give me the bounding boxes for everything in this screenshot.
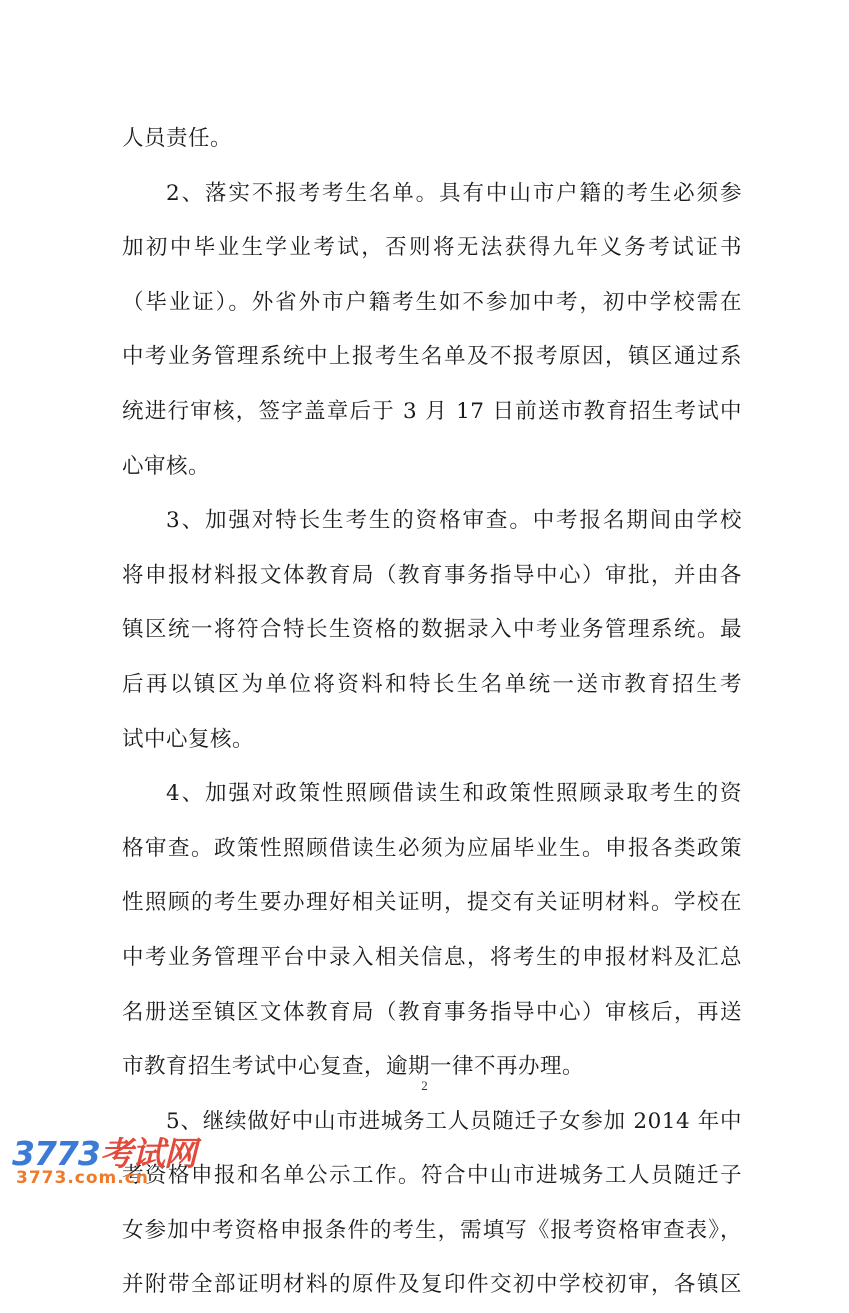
text-line: 名册送至镇区文体教育局（教育事务指导中心）审核后，再送 bbox=[122, 999, 742, 1025]
text-line: 市教育招生考试中心复查，逾期一律不再办理。 bbox=[122, 1054, 585, 1080]
paragraph-3-start: 3、加强对特长生考生的资格审查。中考报名期间由学校 bbox=[166, 508, 742, 534]
text-line: 格审查。政策性照顾借读生必须为应届毕业生。申报各类政策 bbox=[122, 835, 742, 861]
text-line: 性照顾的考生要办理好相关证明，提交有关证明材料。学校在 bbox=[122, 890, 742, 916]
text-line: 加初中毕业生学业考试，否则将无法获得九年义务考试证书 bbox=[122, 235, 742, 261]
paragraph-5-start: 5、继续做好中山市进城务工人员随迁子女参加 2014 年中 bbox=[166, 1108, 742, 1134]
text-line: 女参加中考资格申报条件的考生，需填写《报考资格审查表》， bbox=[122, 1217, 742, 1243]
text-line: 中考业务管理系统中上报考生名单及不报考原因，镇区通过系 bbox=[122, 344, 742, 370]
text-line: 考资格申报和名单公示工作。符合中山市进城务工人员随迁子 bbox=[122, 1163, 742, 1189]
text-line: （毕业证）。外省外市户籍考生如不参加中考，初中学校需在 bbox=[122, 289, 742, 315]
text-line: 后再以镇区为单位将资料和特长生名单统一送市教育招生考 bbox=[122, 671, 742, 697]
text-line: 中考业务管理平台中录入相关信息，将考生的申报材料及汇总 bbox=[122, 944, 742, 970]
site-watermark-logo bbox=[12, 1128, 196, 1194]
document-body bbox=[122, 112, 742, 1313]
text-line: 人员责任。 bbox=[122, 126, 233, 151]
page-number: 2 bbox=[421, 1078, 428, 1093]
text-line: 统进行审核，签字盖章后于 3 月 17 日前送市教育招生考试中 bbox=[122, 398, 742, 424]
paragraph-2-start: 2、落实不报考考生名单。具有中山市户籍的考生必须参 bbox=[166, 180, 742, 206]
text-line: 镇区统一将符合特长生资格的数据录入中考业务管理系统。最 bbox=[122, 617, 742, 643]
text-line: 并附带全部证明材料的原件及复印件交初中学校初审，各镇区 bbox=[122, 1272, 742, 1298]
watermark-url: 3773.com.cn bbox=[16, 1168, 149, 1188]
watermark-brand: 考试网 bbox=[99, 1134, 196, 1173]
text-line: 心审核。 bbox=[122, 453, 211, 479]
text-line: 试中心复核。 bbox=[122, 726, 255, 752]
watermark-digits: 3773 bbox=[12, 1134, 100, 1173]
text-line: 将申报材料报文体教育局（教育事务指导中心）审批，并由各 bbox=[122, 562, 742, 588]
paragraph-4-start: 4、加强对政策性照顾借读生和政策性照顾录取考生的资 bbox=[166, 781, 742, 807]
